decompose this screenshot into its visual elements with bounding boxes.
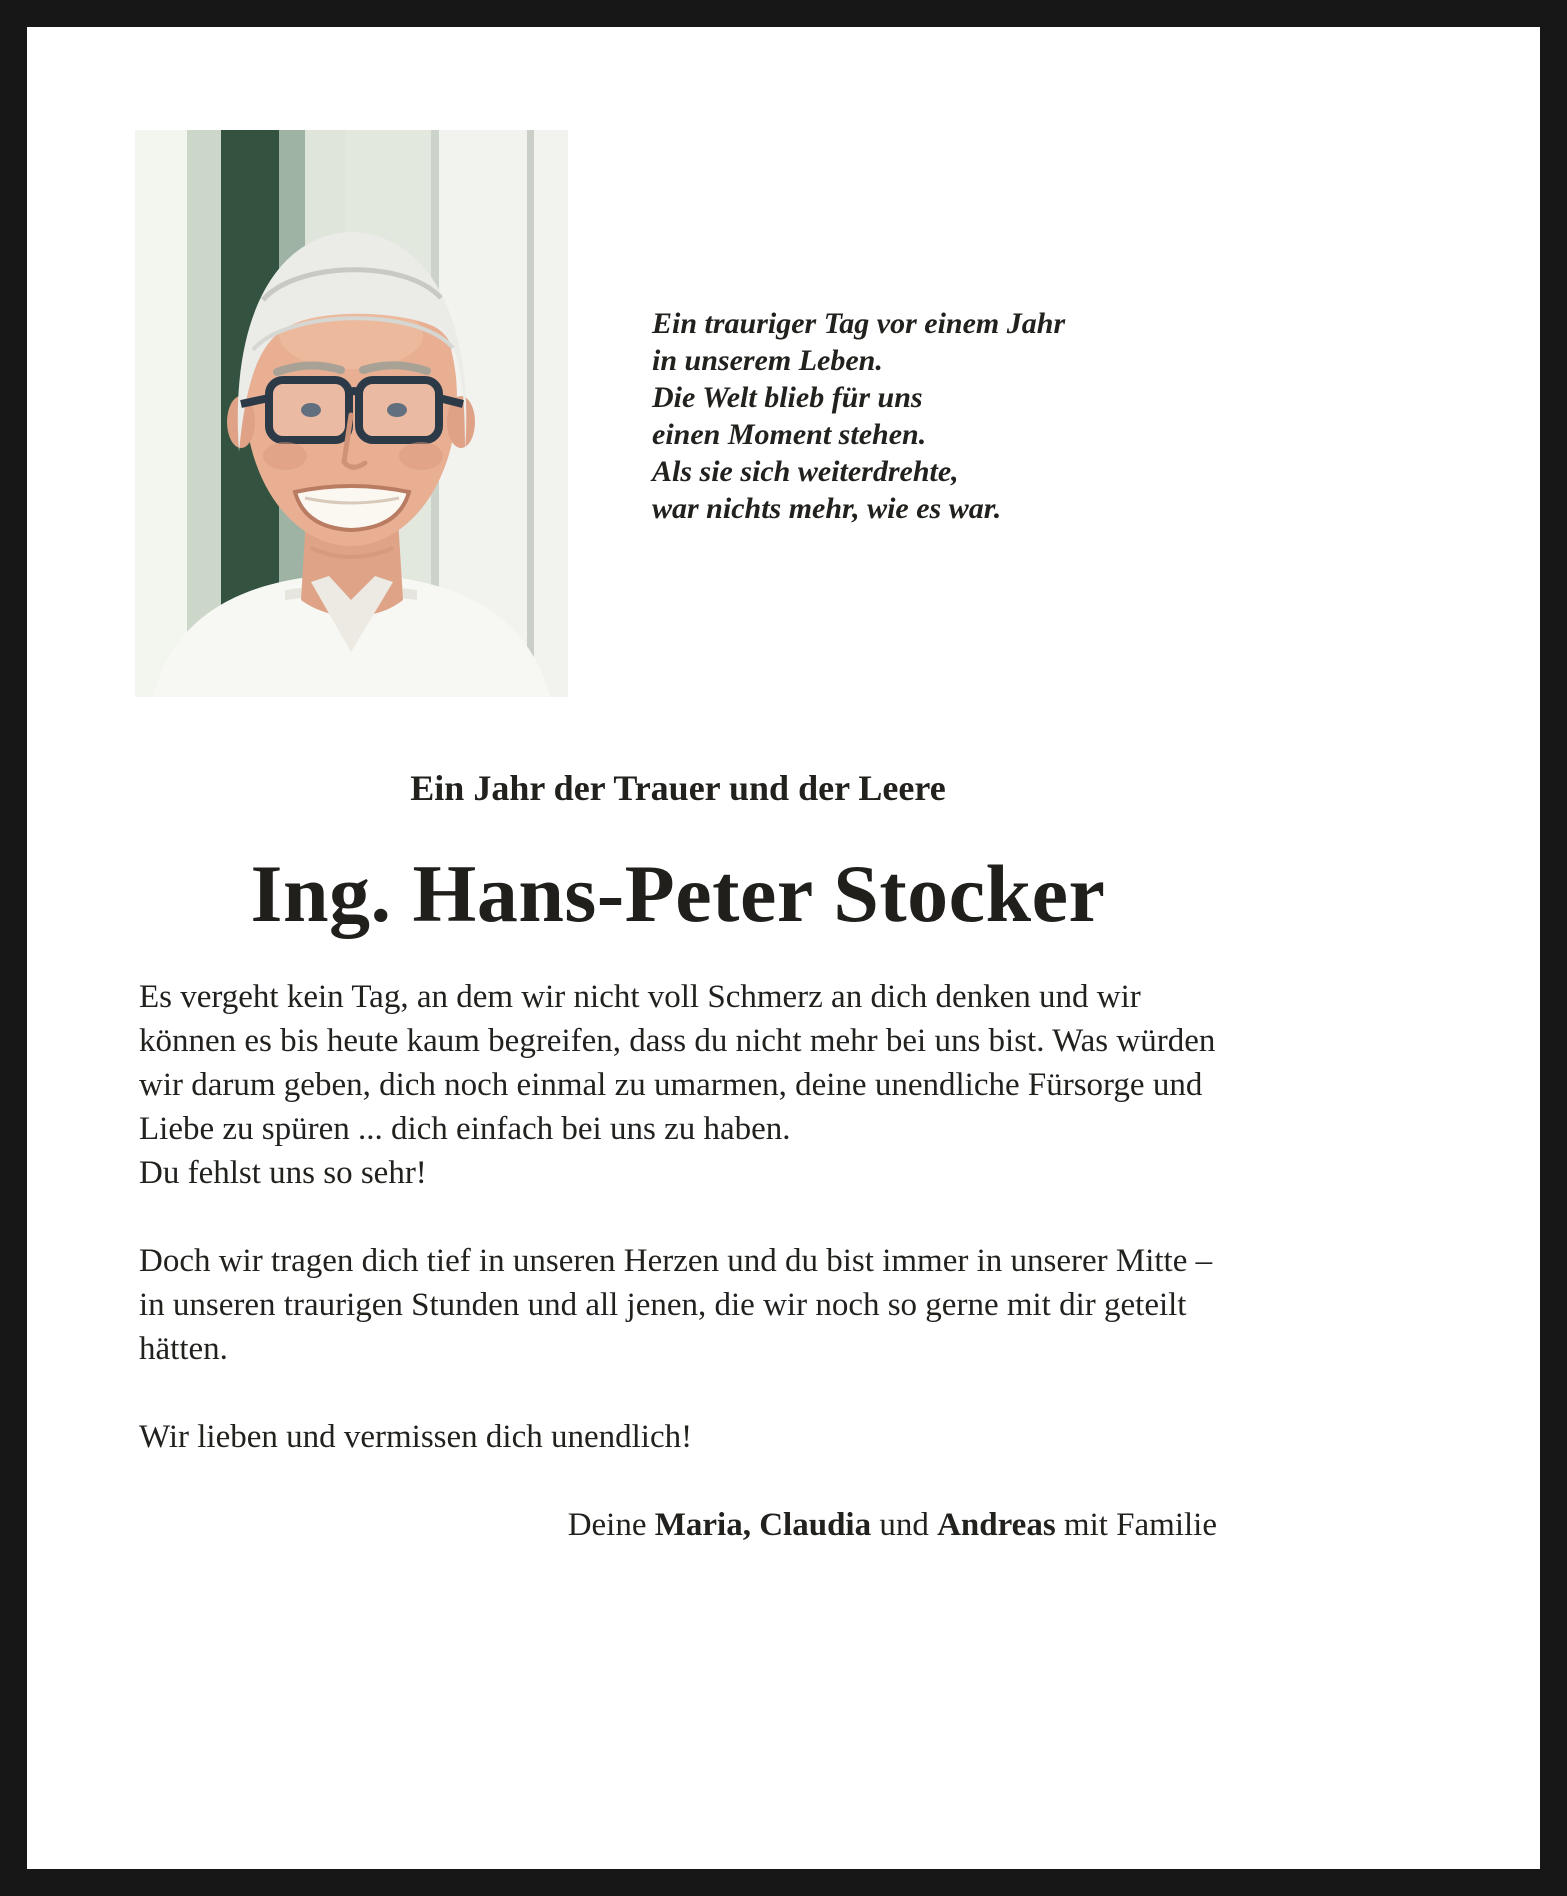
signature-names: Andreas <box>937 1507 1056 1543</box>
card-paper <box>27 27 1540 1869</box>
poem-line: Als sie sich weiterdrehte, <box>652 455 959 488</box>
memorial-text <box>139 975 1217 1547</box>
poem-line: in unserem Leben. <box>652 344 883 377</box>
portrait-illustration <box>135 130 568 697</box>
signature-line <box>139 1503 1217 1547</box>
paragraph: Du fehlst uns so sehr! <box>139 1155 427 1191</box>
portrait-photo <box>135 130 568 697</box>
poem-line: war nichts mehr, wie es war. <box>652 492 1002 525</box>
signature-part: Deine <box>567 1507 655 1543</box>
signature-part: und <box>871 1507 938 1543</box>
memorial-poem <box>652 305 1065 527</box>
poem-line: Ein trauriger Tag vor einem Jahr <box>652 307 1066 340</box>
memorial-subtitle: Ein Jahr der Trauer und der Leere <box>410 768 946 808</box>
deceased-name: Ing. Hans-Peter Stocker <box>250 848 1106 939</box>
poem-line: einen Moment stehen. <box>652 418 927 451</box>
paragraph: Wir lieben und vermissen dich unendlich! <box>139 1419 693 1455</box>
paragraph: Doch wir tragen dich tief in unseren Herzen und du bist immer in unserer Mitte – in unseren traurigen Stunden und all jenen, die wir noch so gerne mit dir geteilt hätten. <box>139 1243 1213 1367</box>
signature-part: mit Familie <box>1055 1507 1217 1543</box>
poem-line: Die Welt blieb für uns <box>652 381 923 414</box>
paragraph: Es vergeht kein Tag, an dem wir nicht voll Schmerz an dich denken und wir können es bis heute kaum begreifen, dass du nicht mehr bei uns bist. Was würden wir darum geben, dich noch einmal zu umarmen, deine unendliche Fürsorge und Liebe zu spüren ... dich einfach bei uns zu haben. <box>139 979 1216 1147</box>
signature-names: Maria, Claudia <box>654 1507 872 1543</box>
